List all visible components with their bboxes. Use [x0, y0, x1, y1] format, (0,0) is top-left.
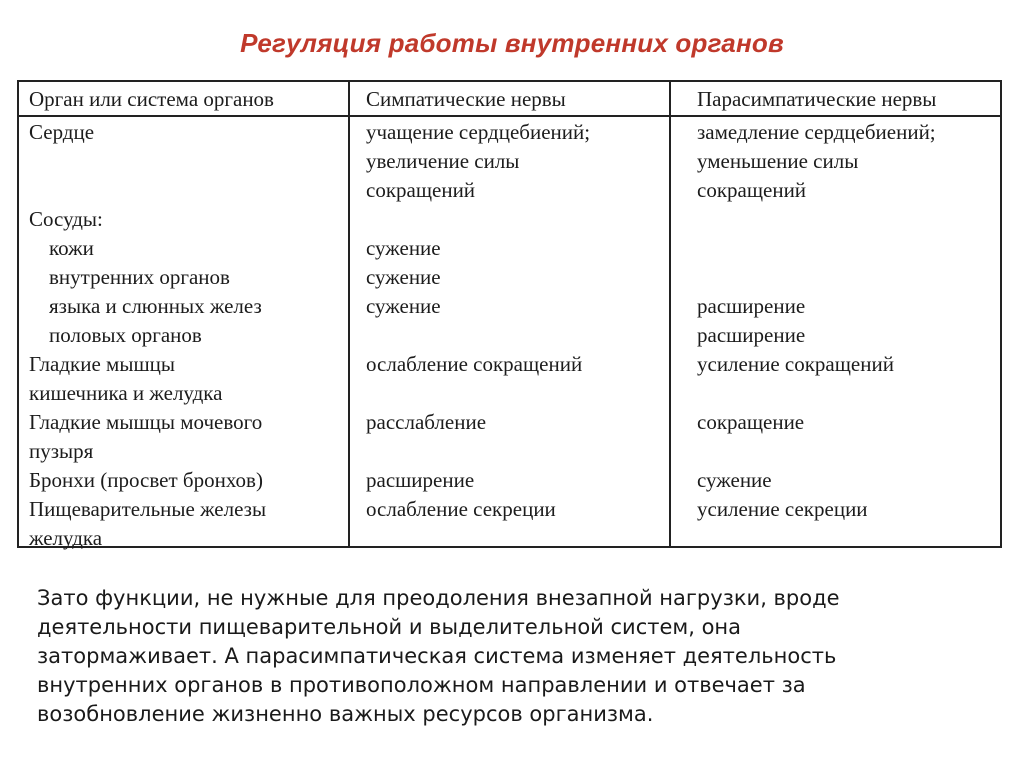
parasympathetic-cell: усиление секреции — [697, 497, 868, 521]
sympathetic-cell: сужение — [366, 294, 441, 318]
parasympathetic-cell: расширение — [697, 323, 806, 347]
parasympathetic-cell: расширение — [697, 294, 806, 318]
sympathetic-cell: сужение — [366, 236, 441, 260]
parasympathetic-cell — [697, 234, 936, 263]
header-sympathetic: Симпатические нервы — [366, 87, 566, 111]
sympathetic-cell — [366, 437, 590, 466]
column-divider — [669, 82, 671, 546]
organ-cell: языка и слюнных желез — [49, 294, 262, 318]
organ-cell: кожи — [49, 236, 94, 260]
parasympathetic-cell: уменьшение силы — [697, 149, 859, 173]
sympathetic-cell: ослабление секреции — [366, 497, 556, 521]
parasympathetic-cell: замедление сердцебиений; — [697, 120, 936, 144]
sympathetic-cell: увеличение силы — [366, 149, 520, 173]
parasympathetic-column — [697, 118, 936, 553]
parasympathetic-cell — [697, 205, 936, 234]
paragraph-line: возобновление жизненно важных ресурсов организма. — [37, 702, 654, 726]
sympathetic-cell — [366, 205, 590, 234]
parasympathetic-cell — [697, 437, 936, 466]
sympathetic-column — [366, 118, 590, 553]
parasympathetic-cell — [697, 379, 936, 408]
sympathetic-cell — [366, 524, 590, 553]
organ-cell: желудка — [29, 526, 103, 550]
organ-cell: Сердце — [29, 120, 95, 144]
header-parasympathetic: Парасимпатические нервы — [697, 87, 937, 111]
organ-cell: Бронхи (просвет бронхов) — [29, 468, 263, 492]
organ-cell: половых органов — [49, 323, 202, 347]
organ-cell — [29, 176, 266, 205]
sympathetic-cell — [366, 321, 590, 350]
parasympathetic-cell — [697, 524, 936, 553]
organ-cell: кишечника и желудка — [29, 381, 223, 405]
column-divider — [348, 82, 350, 546]
organ-cell: Пищеварительные железы — [29, 497, 267, 521]
sympathetic-cell: расслабление — [366, 410, 487, 434]
organ-cell: внутренних органов — [49, 265, 230, 289]
header-organ: Орган или система органов — [29, 87, 274, 111]
organ-cell — [29, 147, 266, 176]
organ-cell: пузыря — [29, 439, 94, 463]
paragraph-line: внутренних органов в противоположном направлении и отвечает за — [37, 673, 806, 697]
parasympathetic-cell — [697, 263, 936, 292]
explanation-paragraph — [37, 584, 997, 729]
header-divider — [19, 115, 1000, 117]
parasympathetic-cell: сокращение — [697, 410, 805, 434]
parasympathetic-cell: сокращений — [697, 178, 807, 202]
sympathetic-cell: сужение — [366, 265, 441, 289]
slide-title: Регуляция работы внутренних органов — [240, 28, 784, 58]
organ-cell: Сосуды: — [29, 207, 103, 231]
paragraph-line: затормаживает. А парасимпатическая система изменяет деятельность — [37, 644, 837, 668]
sympathetic-cell: учащение сердцебиений; — [366, 120, 591, 144]
paragraph-line: Зато функции, не нужные для преодоления внезапной нагрузки, вроде — [37, 586, 840, 610]
organ-cell: Гладкие мышцы — [29, 352, 175, 376]
regulation-table — [17, 80, 1002, 548]
parasympathetic-cell: усиление сокращений — [697, 352, 894, 376]
sympathetic-cell: ослабление сокращений — [366, 352, 583, 376]
parasympathetic-cell: сужение — [697, 468, 772, 492]
sympathetic-cell: расширение — [366, 468, 475, 492]
sympathetic-cell: сокращений — [366, 178, 476, 202]
organ-cell: Гладкие мышцы мочевого — [29, 410, 263, 434]
organ-column — [29, 118, 266, 553]
sympathetic-cell — [366, 379, 590, 408]
paragraph-line: деятельности пищеварительной и выделительной систем, она — [37, 615, 742, 639]
